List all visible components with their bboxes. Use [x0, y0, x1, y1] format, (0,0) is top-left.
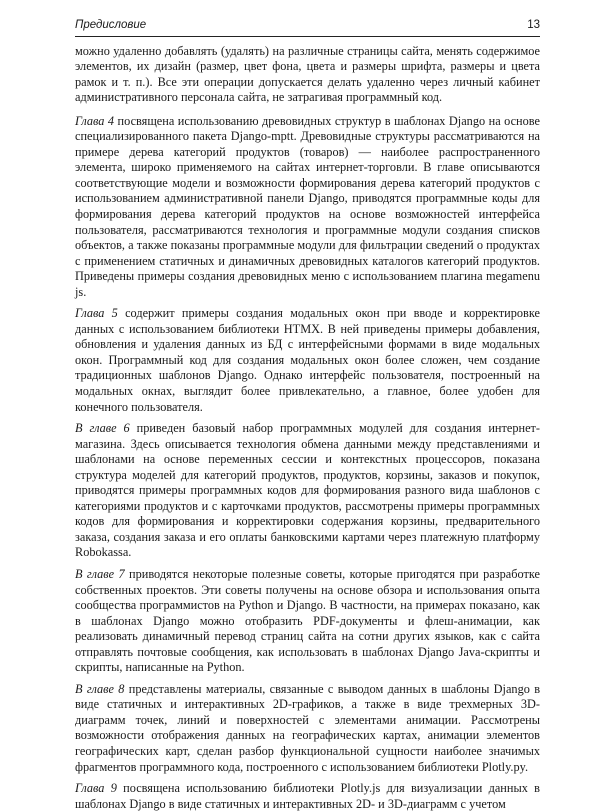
body-text — [75, 44, 540, 812]
section-title: Предисловие — [75, 20, 146, 32]
chapter-reference: В главе 7 — [75, 567, 125, 581]
paragraph-text: содержит примеры создания модальных окон при вводе и корректировке данных с использованием библиотеки HTMX. В ней приведены примеры добавления, обновления и удаления данных из БД с интерфейсными формами в виде модальных окон. Программный код для создания модальных окон более сложен, чем создание традиционных шаблонов Django. Однако интерфейс пользователя, построенный на модальных окнах, выглядит более привлекательно, а главное, более удобен для конечного пользователя. — [75, 306, 540, 413]
paragraph-chapter-7 — [75, 567, 540, 676]
paragraph-text: можно удаленно добавлять (удалять) на различные страницы сайта, менять содержимое элементов, их дизайн (размер, цвет фона, цвета и размеры шрифта, размеры и цвета рамок и т. п.). Все эти операции допускается делать удаленно через личный кабинет административного персонала сайта, не затрагивая программный код. — [75, 44, 540, 105]
paragraph-chapter-5 — [75, 306, 540, 415]
page-number: 13 — [527, 20, 540, 32]
chapter-reference: Глава 4 — [75, 114, 114, 128]
paragraph-text: приведен базовый набор программных модулей для создания интернет-магазина. Здесь описывается технология обмена данными между представлениями и шаблонами на основе переменных сессии и контекстных процессоров, показана структура моделей для категорий продуктов, продуктов, корзины, заказов и покупок, приводятся примеры программных кодов для формирования разного вида шаблонов с категориями продуктов и с карточками продуктов, рассмотрены примеры программных кодов для формирования и корректировки содержания корзины, предварительного заказа, создания заказа и его оплаты банковскими картами через платежную платформу Robokassa. — [75, 421, 540, 559]
chapter-reference: Глава 9 — [75, 781, 117, 795]
paragraph-text: приводятся некоторые полезные советы, которые пригодятся при разработке собственных проектов. Эти советы получены на основе обзора и использования опыта сообщества программистов на Python и Django. В частности, на примерах показано, как в шаблонах Django можно отобразить PDF-документы и флеш-анимации, как реализовать динамичный перевод страниц сайта на сотни других языков, как с сайта отправлять почтовые сообщения, как использовать в шаблонах Django Java-скрипты и скрипты, написанные на Python. — [75, 567, 540, 674]
running-header — [75, 20, 540, 37]
paragraph-chapter-6 — [75, 421, 540, 561]
paragraph-intro-continuation — [75, 44, 540, 106]
paragraph-text: представлены материалы, связанные с выводом данных в шаблоны Django в виде статичных и интерактивных 2D-графиков, а также в виде трехмерных 3D-диаграмм точек, линий и поверхностей с элементами анимации. Рассмотрены возможности отображения данных на географических картах, анимации элементов географических карт, сделан разбор функциональной сущности наиболее значимых фрагментов программного кода, построенного с использованием библиотеки Plotly.py. — [75, 682, 540, 774]
paragraph-chapter-4 — [75, 114, 540, 301]
paragraph-text: посвящена использованию древовидных структур в шаблонах Django на основе специализированного пакета Django-mptt. Древовидные структуры рассматриваются на примере дерева категорий продуктов (товаров) — наиболее распространенного элемента, широко применяемого на сайтах интернет-торговли. В главе описываются соответствующие модели и возможности формирования дерева категорий продуктов с использованием административной панели Django, приводятся программные коды для формирования дерева категорий продуктов на основе возможностей интерфейса пользователя, рассматриваются технология и программные модули создания списков объектов, а также показаны программные модули для фильтрации сведений о продуктах с применением статичных и динамичных древовидных каталогов категорий продуктов. Приведены примеры создания древовидных меню с использованием плагина megamenu js. — [75, 114, 540, 299]
chapter-reference: Глава 5 — [75, 306, 118, 320]
paragraph-chapter-9 — [75, 781, 540, 812]
paragraph-text: посвящена использованию библиотеки Plotly.js для визуализации данных в шаблонах Django в виде статичных и интерактивных 2D- и 3D-диаграмм с учетом — [75, 781, 540, 811]
chapter-reference: В главе 8 — [75, 682, 124, 696]
chapter-reference: В главе 6 — [75, 421, 130, 435]
paragraph-chapter-8 — [75, 682, 540, 775]
